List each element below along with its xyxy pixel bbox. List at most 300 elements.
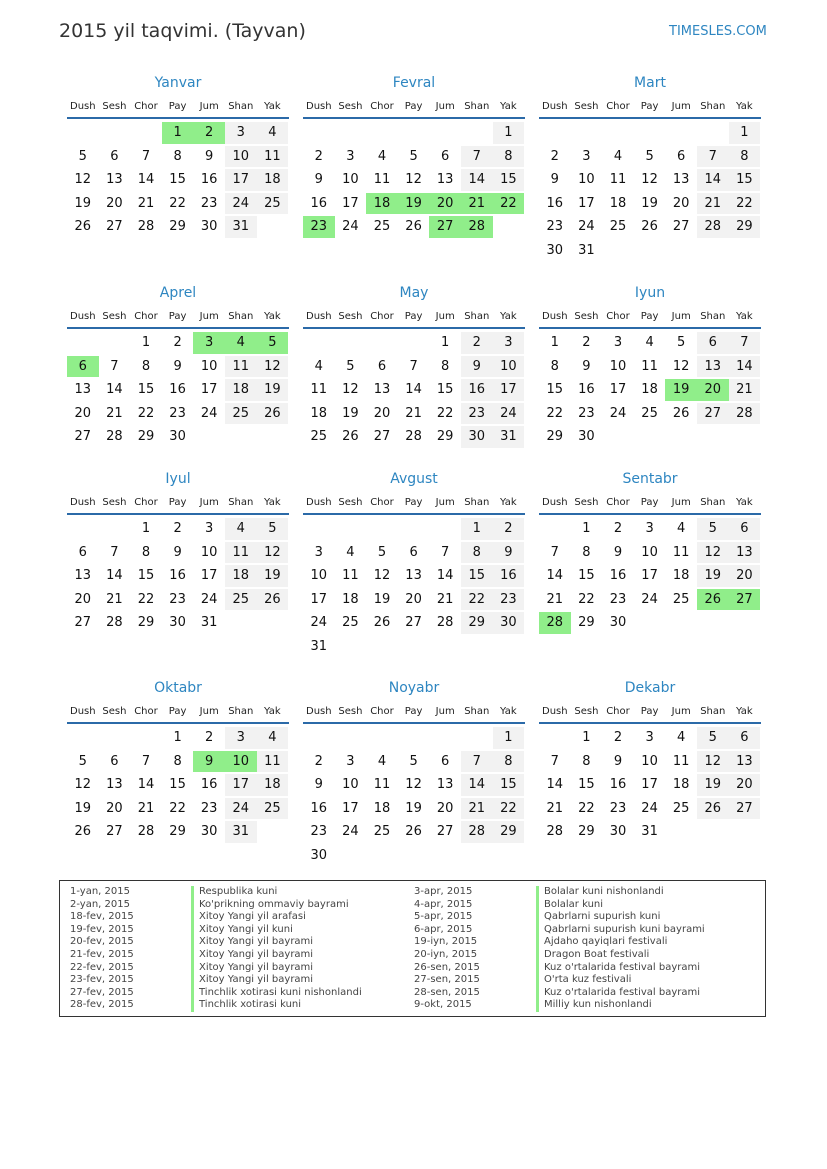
day-cell: 27 bbox=[436, 824, 454, 839]
month-oktabr bbox=[67, 679, 289, 845]
legend-holiday-name: Xitoy Yangi yil bayrami bbox=[191, 962, 362, 975]
month-iyun bbox=[539, 284, 761, 450]
legend-date: 19-fev, 2015 bbox=[70, 923, 134, 935]
day-cell: 3 bbox=[645, 730, 654, 745]
day-cell: 16 bbox=[609, 777, 627, 792]
empty-cell bbox=[602, 122, 634, 144]
day-cell: 21 bbox=[546, 800, 564, 816]
legend-date: 9-okt, 2015 bbox=[414, 999, 472, 1011]
empty-cell bbox=[303, 727, 335, 749]
day-cell: 31 bbox=[493, 426, 525, 448]
day-cell: 23 bbox=[200, 195, 218, 211]
day-cell: 3 bbox=[225, 122, 257, 144]
day-cell: 31 bbox=[310, 638, 328, 654]
day-cell: 2 bbox=[613, 730, 623, 745]
day-cell: 11 bbox=[342, 568, 359, 583]
day-cell: 15 bbox=[578, 777, 595, 792]
day-cell: 13 bbox=[729, 542, 761, 564]
day-cell: 17 bbox=[609, 382, 627, 397]
legend-date: 20-fev, 2015 bbox=[70, 936, 134, 948]
legend-holiday-name: Xitoy Yangi yil bayrami bbox=[191, 974, 362, 987]
weekday-label: Yak bbox=[264, 101, 281, 112]
day-cell: 3 bbox=[346, 148, 355, 164]
day-cell: 10 bbox=[342, 777, 359, 792]
day-cell: 26 bbox=[342, 429, 359, 444]
day-cell: 8 bbox=[493, 751, 525, 773]
day-cell: 6 bbox=[78, 544, 87, 560]
empty-cell bbox=[303, 122, 335, 144]
weekday-header bbox=[303, 97, 525, 119]
day-cell: 2 bbox=[314, 753, 323, 769]
empty-cell bbox=[398, 332, 430, 354]
day-cell: 8 bbox=[582, 544, 591, 560]
day-cell: 3 bbox=[582, 148, 591, 164]
weekday-label: Chor bbox=[134, 311, 158, 322]
day-cell: 10 bbox=[310, 568, 328, 583]
legend-holiday-name: Bolalar kuni nishonlandi bbox=[536, 886, 705, 899]
day-cell: 8 bbox=[461, 542, 493, 564]
day-cell: 8 bbox=[141, 358, 151, 374]
day-cell: 28 bbox=[137, 824, 155, 839]
day-cell: 11 bbox=[672, 753, 690, 769]
month-sentabr bbox=[539, 470, 761, 636]
day-cell: 3 bbox=[225, 727, 257, 749]
day-cell: 27 bbox=[373, 429, 391, 444]
empty-cell bbox=[67, 122, 99, 144]
day-cell: 20 bbox=[106, 195, 123, 211]
weekday-label: Shan bbox=[228, 706, 254, 717]
weekday-label: Jum bbox=[671, 497, 691, 508]
day-cell: 14 bbox=[106, 568, 123, 583]
day-cell: 24 bbox=[200, 591, 218, 607]
empty-cell bbox=[67, 727, 99, 749]
day-cell: 22 bbox=[578, 800, 595, 816]
day-cell: 13 bbox=[106, 172, 123, 187]
day-cell: 12 bbox=[697, 542, 729, 564]
legend-holiday-name: Xitoy Yangi yil bayrami bbox=[191, 936, 362, 949]
day-grid bbox=[539, 332, 761, 450]
day-cell: 20 bbox=[436, 800, 454, 816]
day-cell: 23 bbox=[169, 405, 186, 421]
day-cell: 25 bbox=[225, 589, 257, 611]
day-cell: 15 bbox=[436, 382, 454, 397]
day-cell: 29 bbox=[578, 824, 595, 839]
day-cell: 25 bbox=[373, 824, 391, 839]
day-cell: 12 bbox=[74, 777, 92, 792]
day-cell: 18 bbox=[373, 800, 391, 816]
legend-holiday-name: Qabrlarni supurish kuni bbox=[536, 911, 705, 924]
day-cell: 25 bbox=[672, 800, 690, 816]
day-cell: 15 bbox=[493, 774, 525, 796]
weekday-label: Sesh bbox=[574, 497, 599, 508]
day-cell: 2 bbox=[173, 335, 182, 350]
weekday-label: Sesh bbox=[574, 706, 599, 717]
day-cell: 17 bbox=[578, 195, 595, 211]
day-cell: 29 bbox=[461, 612, 493, 634]
day-cell: 4 bbox=[257, 727, 289, 749]
day-cell: 21 bbox=[697, 193, 729, 215]
day-cell: 17 bbox=[641, 568, 658, 583]
empty-cell bbox=[366, 727, 398, 749]
empty-cell bbox=[335, 332, 367, 354]
day-cell: 28 bbox=[461, 821, 493, 843]
day-cell: 5 bbox=[257, 518, 289, 540]
day-cell: 1 bbox=[461, 518, 493, 540]
day-cell: 10 bbox=[609, 358, 627, 374]
day-cell: 5 bbox=[78, 148, 87, 164]
weekday-label: Sesh bbox=[102, 311, 127, 322]
day-cell: 26 bbox=[257, 589, 289, 611]
day-cell: 11 bbox=[310, 382, 328, 397]
day-cell: 14 bbox=[436, 568, 454, 583]
day-cell: 6 bbox=[729, 727, 761, 749]
day-cell: 18 bbox=[225, 379, 257, 401]
legend-date: 27-fev, 2015 bbox=[70, 986, 134, 998]
weekday-label: Jum bbox=[199, 101, 219, 112]
day-cell: 13 bbox=[672, 172, 690, 187]
legend-names-right bbox=[536, 886, 705, 1012]
day-cell: 15 bbox=[546, 382, 564, 397]
weekday-label: Yak bbox=[736, 311, 753, 322]
day-cell: 22 bbox=[169, 800, 186, 816]
day-cell: 12 bbox=[697, 751, 729, 773]
weekday-label: Sesh bbox=[338, 497, 363, 508]
weekday-label: Pay bbox=[404, 101, 423, 112]
day-cell: 9 bbox=[493, 542, 525, 564]
legend-date: 6-apr, 2015 bbox=[414, 923, 473, 935]
day-cell: 9 bbox=[582, 358, 591, 374]
weekday-label: Chor bbox=[134, 101, 158, 112]
day-cell: 29 bbox=[546, 429, 564, 444]
day-cell: 18 bbox=[672, 777, 690, 792]
holiday-day-cell: 3 bbox=[193, 332, 225, 354]
brand-link[interactable]: TIMESLES.COM bbox=[669, 24, 767, 39]
weekday-label: Pay bbox=[168, 497, 187, 508]
empty-cell bbox=[303, 332, 335, 354]
legend-date: 3-apr, 2015 bbox=[414, 886, 473, 897]
weekday-label: Dush bbox=[306, 497, 332, 508]
day-cell: 25 bbox=[609, 219, 627, 234]
day-cell: 22 bbox=[461, 589, 493, 611]
day-cell: 23 bbox=[609, 591, 627, 607]
holiday-day-cell: 21 bbox=[461, 193, 493, 215]
legend-date: 28-fev, 2015 bbox=[70, 999, 134, 1011]
day-cell: 23 bbox=[200, 800, 218, 816]
day-cell: 27 bbox=[74, 429, 92, 444]
day-cell: 3 bbox=[346, 753, 355, 769]
day-cell: 7 bbox=[461, 146, 493, 168]
day-cell: 24 bbox=[200, 405, 218, 421]
day-cell: 9 bbox=[314, 172, 323, 187]
weekday-label: Pay bbox=[168, 706, 187, 717]
weekday-label: Pay bbox=[168, 311, 187, 322]
day-cell: 1 bbox=[141, 521, 151, 536]
month-name: Avgust bbox=[390, 471, 438, 487]
day-cell: 21 bbox=[137, 800, 155, 816]
month-name: Aprel bbox=[159, 285, 197, 301]
weekday-label: Yak bbox=[500, 101, 517, 112]
day-cell: 5 bbox=[409, 753, 418, 769]
day-cell: 24 bbox=[641, 591, 658, 607]
month-aprel bbox=[67, 284, 289, 450]
day-cell: 11 bbox=[257, 146, 289, 168]
day-cell: 6 bbox=[697, 332, 729, 354]
month-name: Sentabr bbox=[622, 471, 678, 487]
empty-cell bbox=[539, 727, 571, 749]
day-cell: 10 bbox=[578, 172, 595, 187]
month-iyul bbox=[67, 470, 289, 636]
weekday-label: Yak bbox=[500, 706, 517, 717]
day-cell: 10 bbox=[641, 753, 658, 769]
day-cell: 20 bbox=[74, 405, 92, 421]
day-cell: 30 bbox=[169, 429, 186, 444]
weekday-label: Yak bbox=[500, 497, 517, 508]
day-cell: 16 bbox=[578, 382, 595, 397]
day-cell: 10 bbox=[225, 146, 257, 168]
day-cell: 27 bbox=[106, 219, 123, 234]
weekday-label: Yak bbox=[500, 311, 517, 322]
day-cell: 11 bbox=[225, 542, 257, 564]
day-cell: 11 bbox=[672, 544, 690, 560]
day-cell: 2 bbox=[613, 521, 623, 536]
day-cell: 28 bbox=[697, 216, 729, 238]
day-cell: 8 bbox=[173, 148, 182, 164]
legend-holiday-name: Bolalar kuni bbox=[536, 899, 705, 912]
day-cell: 30 bbox=[461, 426, 493, 448]
day-cell: 4 bbox=[645, 335, 654, 350]
empty-cell bbox=[67, 332, 99, 354]
day-cell: 10 bbox=[200, 544, 218, 560]
month-noyabr bbox=[303, 679, 525, 868]
day-cell: 8 bbox=[582, 753, 591, 769]
day-cell: 11 bbox=[373, 172, 391, 187]
day-cell: 23 bbox=[578, 405, 595, 421]
empty-cell bbox=[99, 727, 131, 749]
day-cell: 7 bbox=[550, 544, 559, 560]
day-cell: 6 bbox=[729, 518, 761, 540]
holiday-day-cell: 18 bbox=[366, 193, 398, 215]
day-cell: 23 bbox=[461, 403, 493, 425]
empty-cell bbox=[99, 122, 131, 144]
day-cell: 26 bbox=[373, 615, 391, 630]
day-cell: 14 bbox=[461, 169, 493, 191]
day-cell: 26 bbox=[405, 824, 422, 839]
empty-cell bbox=[429, 727, 461, 749]
day-cell: 1 bbox=[729, 122, 761, 144]
day-cell: 15 bbox=[169, 172, 186, 187]
day-cell: 9 bbox=[613, 544, 623, 560]
day-grid bbox=[303, 518, 525, 659]
day-cell: 28 bbox=[137, 219, 155, 234]
day-grid bbox=[303, 727, 525, 868]
weekday-header bbox=[67, 702, 289, 724]
holiday-day-cell: 27 bbox=[429, 216, 461, 238]
day-cell: 15 bbox=[137, 568, 155, 583]
day-cell: 7 bbox=[441, 544, 450, 560]
day-cell: 19 bbox=[342, 405, 359, 421]
day-cell: 13 bbox=[373, 382, 391, 397]
legend-date: 20-iyn, 2015 bbox=[414, 948, 478, 960]
day-cell: 12 bbox=[257, 356, 289, 378]
day-cell: 4 bbox=[377, 148, 387, 164]
day-cell: 29 bbox=[729, 216, 761, 238]
day-cell: 13 bbox=[436, 172, 454, 187]
day-cell: 9 bbox=[613, 753, 623, 769]
day-cell: 7 bbox=[110, 544, 119, 560]
weekday-label: Pay bbox=[640, 497, 659, 508]
holiday-day-cell: 19 bbox=[398, 193, 430, 215]
day-cell: 19 bbox=[257, 379, 289, 401]
holiday-day-cell: 27 bbox=[729, 589, 761, 611]
legend-holiday-name: Qabrlarni supurish kuni bayrami bbox=[536, 924, 705, 937]
day-cell: 7 bbox=[550, 753, 559, 769]
weekday-label: Jum bbox=[435, 497, 455, 508]
legend-holiday-name: Respublika kuni bbox=[191, 886, 362, 899]
day-grid bbox=[303, 122, 525, 240]
weekday-label: Chor bbox=[134, 706, 158, 717]
day-cell: 6 bbox=[441, 148, 450, 164]
day-cell: 1 bbox=[441, 335, 450, 350]
day-cell: 28 bbox=[729, 403, 761, 425]
weekday-label: Dush bbox=[542, 497, 568, 508]
day-cell: 30 bbox=[200, 219, 218, 234]
day-cell: 18 bbox=[342, 591, 359, 607]
day-cell: 13 bbox=[697, 356, 729, 378]
day-cell: 13 bbox=[74, 382, 92, 397]
weekday-label: Chor bbox=[370, 311, 394, 322]
day-cell: 5 bbox=[645, 148, 654, 164]
month-name: Iyul bbox=[165, 471, 191, 487]
legend-date: 22-fev, 2015 bbox=[70, 961, 134, 973]
day-cell: 10 bbox=[641, 544, 658, 560]
weekday-label: Shan bbox=[700, 497, 726, 508]
day-cell: 19 bbox=[697, 565, 729, 587]
weekday-label: Shan bbox=[464, 706, 490, 717]
day-cell: 5 bbox=[677, 335, 686, 350]
weekday-label: Shan bbox=[228, 311, 254, 322]
weekday-label: Pay bbox=[640, 706, 659, 717]
day-cell: 26 bbox=[697, 798, 729, 820]
day-cell: 31 bbox=[225, 821, 257, 843]
weekday-label: Sesh bbox=[338, 706, 363, 717]
day-cell: 19 bbox=[697, 774, 729, 796]
day-cell: 5 bbox=[697, 518, 729, 540]
day-cell: 25 bbox=[257, 193, 289, 215]
weekday-label: Yak bbox=[736, 497, 753, 508]
day-cell: 13 bbox=[729, 751, 761, 773]
weekday-label: Dush bbox=[542, 311, 568, 322]
empty-cell bbox=[335, 122, 367, 144]
legend-holiday-name: Kuz o'rtalarida festival bayrami bbox=[536, 962, 705, 975]
holiday-legend bbox=[59, 880, 766, 1017]
day-cell: 15 bbox=[729, 169, 761, 191]
day-cell: 16 bbox=[200, 777, 218, 792]
weekday-label: Sesh bbox=[338, 311, 363, 322]
weekday-label: Chor bbox=[370, 497, 394, 508]
day-cell: 4 bbox=[677, 521, 686, 536]
month-name: Mart bbox=[634, 75, 666, 91]
empty-cell bbox=[429, 122, 461, 144]
day-cell: 12 bbox=[373, 568, 391, 583]
day-cell: 27 bbox=[697, 403, 729, 425]
day-cell: 30 bbox=[609, 615, 627, 630]
day-cell: 8 bbox=[493, 146, 525, 168]
day-cell: 4 bbox=[613, 148, 623, 164]
day-cell: 25 bbox=[342, 615, 359, 630]
month-may bbox=[303, 284, 525, 450]
day-cell: 6 bbox=[377, 358, 387, 374]
day-cell: 23 bbox=[310, 824, 328, 839]
weekday-label: Jum bbox=[435, 101, 455, 112]
day-grid bbox=[539, 122, 761, 263]
day-cell: 29 bbox=[137, 615, 155, 630]
weekday-label: Shan bbox=[464, 311, 490, 322]
weekday-label: Pay bbox=[168, 101, 187, 112]
month-avgust bbox=[303, 470, 525, 659]
day-cell: 20 bbox=[729, 565, 761, 587]
holiday-day-cell: 20 bbox=[429, 193, 461, 215]
holiday-day-cell: 22 bbox=[493, 193, 525, 215]
day-cell: 7 bbox=[141, 148, 151, 164]
day-cell: 16 bbox=[609, 568, 627, 583]
weekday-label: Pay bbox=[404, 706, 423, 717]
day-cell: 17 bbox=[200, 568, 218, 583]
day-cell: 26 bbox=[641, 219, 658, 234]
day-cell: 8 bbox=[729, 146, 761, 168]
weekday-label: Shan bbox=[228, 101, 254, 112]
day-cell: 16 bbox=[461, 379, 493, 401]
day-cell: 21 bbox=[729, 379, 761, 401]
weekday-label: Jum bbox=[199, 497, 219, 508]
day-cell: 29 bbox=[169, 219, 186, 234]
day-cell: 27 bbox=[74, 615, 92, 630]
day-cell: 27 bbox=[672, 219, 690, 234]
day-cell: 2 bbox=[550, 148, 559, 164]
day-cell: 5 bbox=[409, 148, 418, 164]
legend-date: 19-iyn, 2015 bbox=[414, 936, 478, 948]
day-cell: 3 bbox=[314, 544, 323, 560]
day-cell: 21 bbox=[137, 195, 155, 211]
empty-cell bbox=[99, 332, 131, 354]
day-cell: 9 bbox=[205, 148, 214, 164]
day-cell: 1 bbox=[550, 335, 559, 350]
day-cell: 18 bbox=[641, 382, 658, 397]
holiday-day-cell: 19 bbox=[665, 379, 697, 401]
weekday-label: Shan bbox=[700, 101, 726, 112]
legend-holiday-name: Milliy kun nishonlandi bbox=[536, 999, 705, 1012]
day-cell: 7 bbox=[110, 358, 119, 374]
day-cell: 24 bbox=[225, 193, 257, 215]
legend-dates-right bbox=[414, 886, 480, 1012]
month-yanvar bbox=[67, 74, 289, 240]
weekday-label: Shan bbox=[464, 497, 490, 508]
day-cell: 1 bbox=[582, 521, 591, 536]
legend-holiday-name: Kuz o'rtalarida festival bayrami bbox=[536, 987, 705, 1000]
day-cell: 8 bbox=[441, 358, 450, 374]
day-cell: 16 bbox=[493, 565, 525, 587]
day-cell: 4 bbox=[677, 730, 686, 745]
day-cell: 7 bbox=[729, 332, 761, 354]
day-cell: 21 bbox=[546, 591, 564, 607]
month-mart bbox=[539, 74, 761, 263]
day-cell: 19 bbox=[257, 565, 289, 587]
weekday-header bbox=[67, 493, 289, 515]
day-cell: 30 bbox=[200, 824, 218, 839]
weekday-header bbox=[303, 493, 525, 515]
day-cell: 5 bbox=[697, 727, 729, 749]
holiday-day-cell: 5 bbox=[257, 332, 289, 354]
weekday-label: Dush bbox=[70, 101, 96, 112]
